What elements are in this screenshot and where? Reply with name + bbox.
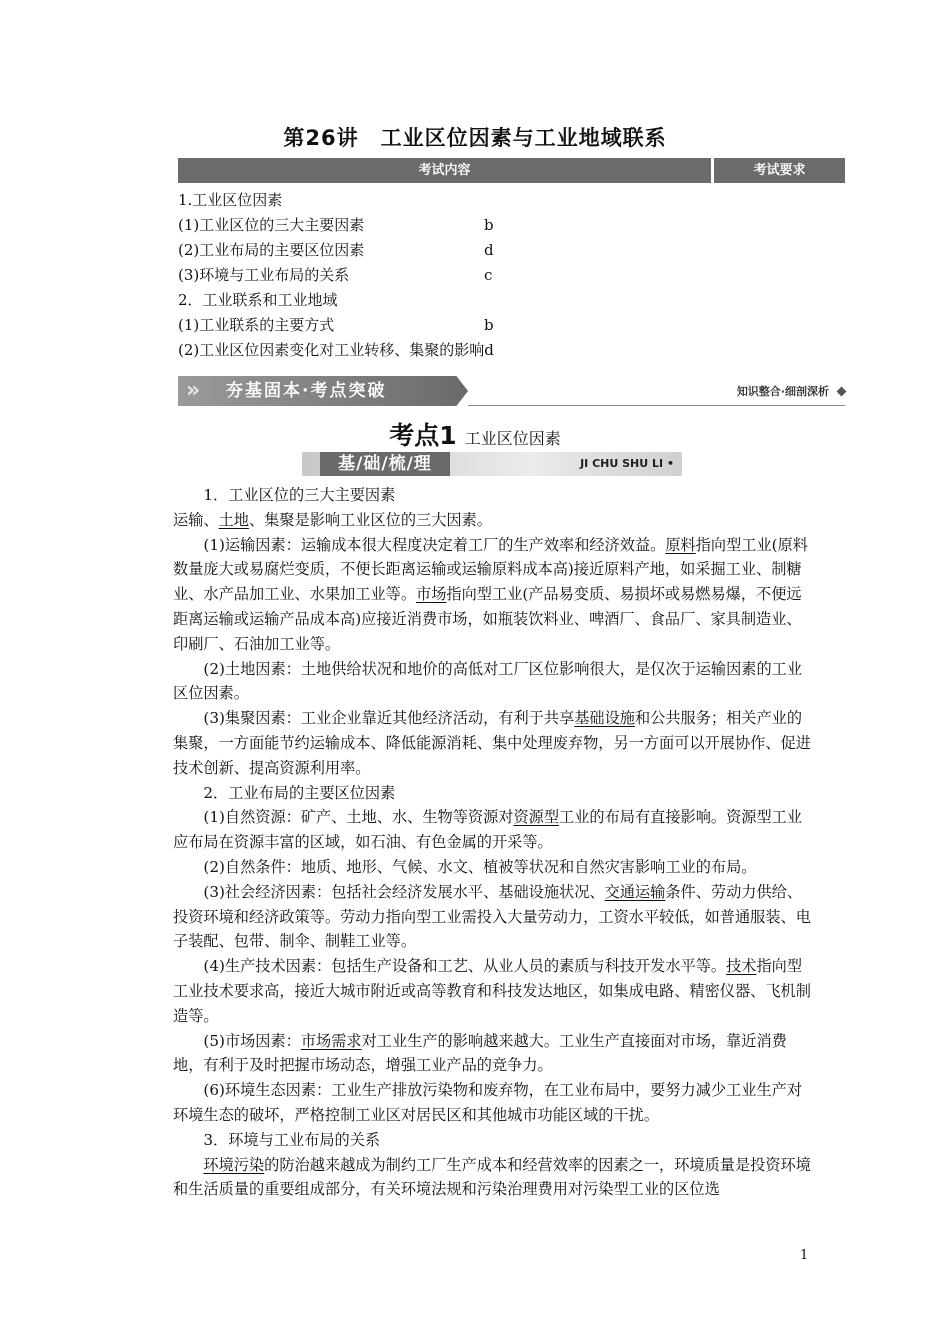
- exam-row: [178, 238, 838, 263]
- exam-row: [178, 313, 838, 338]
- paragraph: (6)环境生态因素：工业生产排放污染物和废弃物，在工业布局中，要努力减少工业生产对环境生态的破坏，严格控制工业区对居民区和其他城市功能区域的干扰。: [173, 1081, 803, 1124]
- banner-tag: 知识整合·细剖深析: [736, 385, 829, 398]
- kaodian-title: [0, 416, 950, 452]
- underlined-term: 基础设施: [574, 709, 635, 728]
- underlined-term: 环境污染: [203, 1155, 265, 1174]
- paragraph: [173, 805, 813, 855]
- exam-row-text: (1)工业联系的主要方式: [178, 316, 335, 334]
- exam-row-text: 1.工业区位因素: [178, 191, 283, 209]
- underlined-term: 资源型: [513, 808, 560, 827]
- text-run: 的防治越来越成为制约工厂生产成本和经营效率的因素之一，环境质量是投资环境和生活质量的重要组成部分，有关环境法规和污染治理费用对污染型工业的区位选: [173, 1155, 811, 1199]
- sub-banner-label: 基/础/梳/理: [338, 454, 432, 474]
- paragraph: (2)自然条件：地质、地形、气候、水文、植被等状况和自然灾害影响工业的布局。: [203, 857, 757, 876]
- heading-2: 2．工业布局的主要区位因素: [203, 783, 396, 802]
- text-run: 指向型工业技术要求高，接近大城市附近或高等教育和科技发达地区，如集成电路、精密仪器、飞机制造等。: [173, 957, 811, 1025]
- section-banner: [178, 370, 845, 406]
- exam-row-text: (1)工业区位的三大主要因素: [178, 216, 365, 234]
- sub-banner: [302, 452, 682, 478]
- text-run: (3)社会经济因素：包括社会经济发展水平、基础设施状况、: [203, 882, 605, 901]
- page-title: 第26讲 工业区位因素与工业地域联系: [283, 126, 667, 150]
- text-run: (5)市场因素：: [203, 1031, 301, 1050]
- text-run: 工业的布局有直接影响。资源型工业应布局在资源丰富的区域，如石油、有色金属的开采等。: [173, 808, 803, 852]
- paragraph: [173, 508, 813, 533]
- exam-row-text: (2)工业区位因素变化对工业转移、集聚的影响d: [178, 341, 494, 359]
- underlined-term: 土地: [218, 510, 249, 529]
- underlined-term: 技术: [726, 957, 757, 976]
- diamond-icon: [837, 387, 847, 397]
- exam-row-level: c: [484, 266, 493, 284]
- header-requirement: 考试要求: [714, 158, 845, 183]
- body-text: [173, 483, 813, 1202]
- text-run: 、集聚是影响工业区位的三大因素。: [248, 510, 492, 529]
- text-run: 对工业生产的影响越来越大。工业生产直接面对市场，靠近消费地，有利于及时把握市场动态，增强工业产品的竞争力。: [173, 1031, 787, 1075]
- exam-row-text: (2)工业布局的主要区位因素: [178, 241, 365, 259]
- text-run: 和公共服务；相关产业的集聚，一方面能节约运输成本、降低能源消耗、集中处理废弃物，另一方面可以开展协作、促进技术创新、提高资源利用率。: [173, 709, 811, 777]
- paragraph: [173, 1029, 813, 1079]
- exam-row: [178, 338, 838, 363]
- heading-1: 1．工业区位的三大主要因素: [203, 486, 396, 504]
- banner-label: 夯基固本·考点突破: [226, 381, 387, 401]
- double-chevron-icon: »: [186, 378, 201, 403]
- text-run: 条件、劳动力供给、投资环境和经济政策等。劳动力指向型工业需投入大量劳动力，工资水平较低，如普通服装、电子装配、包带、制伞、制鞋工业等。: [173, 882, 811, 951]
- exam-row-text: 2．工业联系和工业地域: [178, 291, 338, 309]
- exam-row-text: (3)环境与工业布局的关系: [178, 266, 350, 284]
- exam-row-level: b: [484, 316, 494, 334]
- kaodian-number: 考点1: [389, 421, 457, 450]
- underlined-term: 市场需求: [300, 1031, 362, 1050]
- text-run: 运输、: [173, 510, 219, 529]
- paragraph: [173, 533, 813, 657]
- text-run: (3)集聚因素：工业企业靠近其他经济活动，有利于共享: [203, 709, 575, 728]
- paragraph: (2)土地因素：土地供给状况和地价的高低对工厂区位影响很大，是仅次于运输因素的工业区位因素。: [173, 659, 803, 703]
- page-number: 1: [800, 1248, 809, 1263]
- kaodian-subtitle: 工业区位因素: [464, 429, 561, 448]
- sub-banner-pinyin: JI CHU SHU LI •: [580, 457, 674, 470]
- paragraph: [173, 954, 813, 1028]
- text-run: 指向型工业(产品易变质、易损坏或易燃易爆，不便远距离运输或运输产品成本高)应接近消费市场，如瓶装饮料业、啤酒厂、食品厂、家具制造业、印刷厂、石油加工业等。: [173, 585, 802, 653]
- paragraph: [173, 1153, 813, 1203]
- exam-row: [178, 188, 838, 213]
- underlined-term: 市场: [416, 585, 447, 604]
- exam-row-level: d: [484, 241, 494, 259]
- exam-row: [178, 263, 838, 288]
- header-content: 考试内容: [178, 158, 711, 183]
- paragraph: [173, 880, 813, 954]
- exam-row-level: b: [484, 216, 494, 234]
- text-run: (4)生产技术因素：包括生产设备和工艺、从业人员的素质与科技开发水平等。: [203, 957, 727, 976]
- exam-table-header: [178, 158, 845, 183]
- exam-row: [178, 288, 838, 313]
- underlined-term: 原料: [665, 535, 696, 554]
- banner-rule: [468, 405, 845, 406]
- exam-list: [178, 188, 838, 363]
- underlined-term: 交通运输: [604, 882, 666, 901]
- text-run: (1)运输因素：运输成本很大程度决定着工厂的生产效率和经济效益。: [203, 535, 666, 554]
- exam-row: [178, 213, 838, 238]
- text-run: (1)自然资源：矿产、土地、水、生物等资源对: [203, 808, 514, 827]
- paragraph: [173, 706, 813, 780]
- text-run: 指向型工业(原料数量庞大或易腐烂变质，不便长距离运输或运输原料成本高)接近原料产地，如采掘工业、制糖业、水产品加工业、水果加工业等。: [173, 535, 808, 604]
- heading-3: 3．环境与工业布局的关系: [203, 1130, 381, 1149]
